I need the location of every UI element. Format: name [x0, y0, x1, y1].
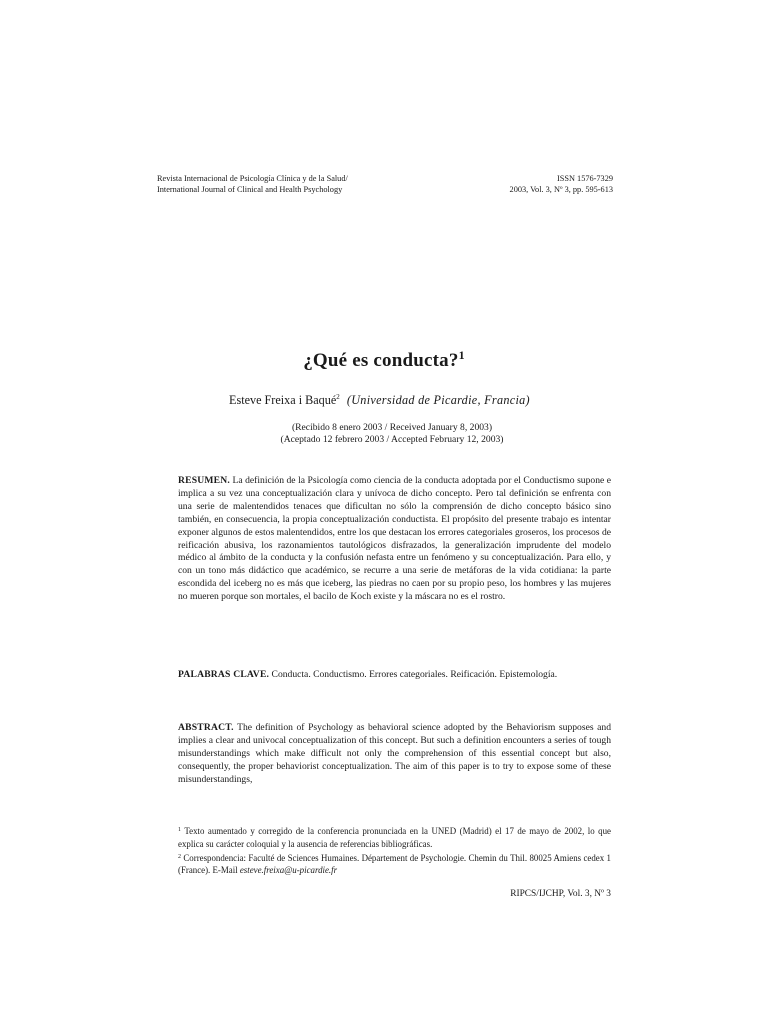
journal-header	[157, 173, 613, 195]
footnotes	[178, 824, 611, 877]
author-email-link[interactable]: esteve.freixa@u-picardie.fr	[239, 865, 338, 876]
journal-name-block	[157, 173, 348, 195]
author-name: Esteve Freixa i Baqué	[229, 393, 337, 407]
paper-title	[0, 348, 768, 372]
keywords-label: PALABRAS CLAVE.	[178, 669, 270, 680]
resumen-label: RESUMEN.	[178, 475, 230, 486]
paper-title-text: ¿Qué es conducta?	[303, 350, 459, 371]
journal-name-english: International Journal of Clinical and Health Psychology	[157, 185, 343, 194]
title-footnote-mark: 1	[458, 348, 465, 362]
accepted-date: (Aceptado 12 febrero 2003 / Accepted February 12, 2003)	[280, 434, 504, 445]
author-line	[229, 393, 530, 408]
keywords-text: Conducta. Conductismo. Errores categoriales. Reificación. Epistemología.	[271, 669, 558, 680]
volume-pages: 2003, Vol. 3, Nº 3, pp. 595-613	[509, 185, 613, 194]
journal-issue-block	[510, 173, 613, 195]
footnote-2-mark: 2	[178, 853, 181, 860]
submission-dates	[0, 422, 768, 446]
running-footer: RIPCS/IJCHP, Vol. 3, Nº 3	[510, 889, 611, 899]
received-date: (Recibido 8 enero 2003 / Received January 8, 2003)	[291, 422, 493, 433]
footnote-2	[178, 851, 611, 878]
footnote-2-text: Correspondencia: Faculté de Sciences Humaines. Département de Psychologie. Chemin du Thil. 80025 Amiens cedex 1 (France). E-Mail	[178, 852, 611, 876]
author-footnote-mark: 2	[336, 393, 340, 401]
footnote-1	[178, 824, 611, 851]
resumen-text: La definición de la Psicología como ciencia de la conducta adoptada por el Conductismo supone e implica a su vez una conceptualización clara y unívoca de dicho concepto. Pero tal definición se enfrenta con una serie de malentendidos tenaces que dificultan no sólo la comprensión de dicho concepto básico sino también, en consecuencia, la propia conceptualización conductista. El propósito del presente trabajo es intentar exponer algunos de estos malentendidos, entre los que destacan los errores categoriales groseros, los procesos de reificación abusiva, los razonamientos tautológicos disfrazados, la generalización imprudente del modelo médico al ámbito de la conducta y la confusión nefasta entre un fenómeno y su conceptualización. Para ello, y con un tono más didáctico que académico, se recurre a una serie de metáforas de la vida cotidiana: la parte escondida del iceberg no es más que iceberg, las piedras no caen por su propio peso, los hombres y las mujeres no mueren porque son mortales, el bacilo de Koch existe y la máscara no es el rostro.	[178, 475, 612, 603]
abstract-label: ABSTRACT.	[178, 722, 234, 733]
resumen-section	[178, 475, 611, 604]
abstract-section	[178, 722, 611, 787]
journal-name-spanish: Revista Internacional de Psicología Clínica y de la Salud/	[157, 174, 348, 183]
abstract-text: The definition of Psychology as behavioral science adopted by the Behaviorism supposes and implies a clear and univocal conceptualization of this concept. But such a definition encounters a series of tough misunderstandings which make difficult not only the comprehension of this essential concept but also, consequently, the proper behaviorist conceptualization. The aim of this paper is to try to expose some of these misunderstandings,	[178, 722, 611, 785]
author-affiliation: (Universidad de Picardie, Francia)	[346, 393, 530, 407]
keywords-section	[178, 669, 611, 682]
footnote-1-mark: 1	[178, 827, 181, 833]
footnote-1-text: Texto aumentado y corregido de la conferencia pronunciada en la UNED (Madrid) el 17 de mayo de 2002, lo que explica su carácter coloquial y la ausencia de referencias bibliográficas.	[178, 826, 611, 849]
issn: ISSN 1576-7329	[556, 174, 613, 183]
